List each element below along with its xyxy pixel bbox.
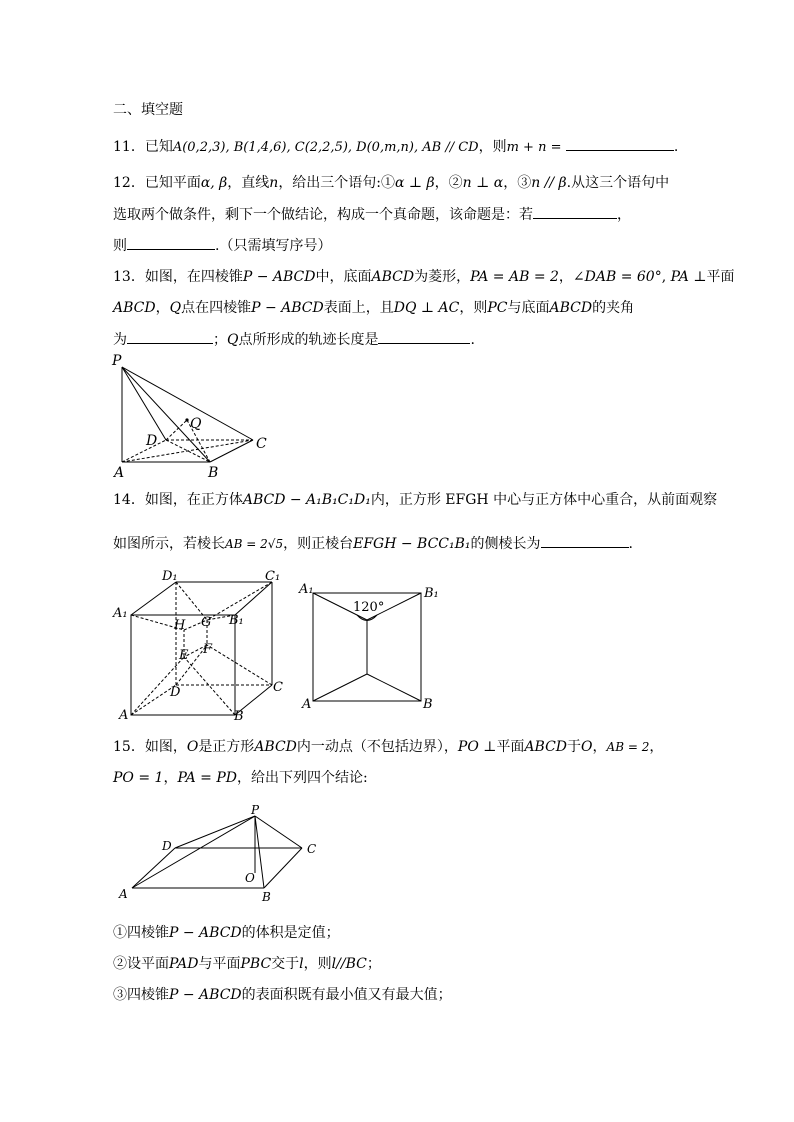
edge-B1C1 <box>235 582 272 615</box>
edge-PB <box>255 816 264 888</box>
label-A: A <box>302 697 312 712</box>
edge-A1D1 <box>131 582 176 615</box>
label-C: C <box>273 680 283 695</box>
label-G: G <box>201 615 212 630</box>
question-13-line-3: 为 ；Q点所形成的轨迹长度是 . <box>113 329 475 350</box>
edge-PD <box>122 367 166 440</box>
label-D1: D₁ <box>162 569 178 584</box>
conclusion-2: ②设平面PAD与平面PBC交于l，则l//BC； <box>113 956 381 972</box>
edge-CF <box>207 645 272 685</box>
point-Q <box>185 418 188 421</box>
edge-PC <box>122 367 253 440</box>
label-B: B <box>208 465 219 481</box>
pyramid-figure-q13 <box>108 352 278 482</box>
question-14-line-1: 14．如图，在正方体ABCD − A₁B₁C₁D₁内，正方形 EFGH 中心与正方体中心重合，从前面观察 <box>113 492 718 508</box>
label-A1: A₁ <box>299 582 314 597</box>
label-B: B <box>262 890 271 904</box>
answer-blank[interactable] <box>533 204 617 219</box>
diagonal-AC <box>122 440 253 462</box>
edge-PC <box>255 816 302 848</box>
label-D: D <box>162 839 172 853</box>
cube-figure-q14 <box>110 565 290 725</box>
label-H: H <box>174 618 186 633</box>
label-Q: Q <box>190 416 202 432</box>
answer-blank[interactable] <box>378 329 470 344</box>
question-13-line-1: 13．如图，在四棱锥P − ABCD中，底面ABCD为菱形，PA = AB = 2，∠DAB = 60°, PA ⊥平面 <box>113 269 735 285</box>
edge-PB <box>122 367 210 462</box>
angle-label: 120° <box>353 600 385 615</box>
label-B: B <box>423 697 433 712</box>
label-O: O <box>245 871 255 885</box>
label-C: C <box>307 842 317 856</box>
conclusion-1: ①四棱锥P − ABCD的体积是定值； <box>113 925 340 941</box>
label-P: P <box>251 803 260 817</box>
label-C: C <box>256 436 267 452</box>
line-A-E <box>313 674 367 701</box>
label-A: A <box>119 708 129 723</box>
edge-PD <box>175 816 255 848</box>
edge-BE <box>184 657 235 715</box>
label-A: A <box>119 887 128 901</box>
label-A: A <box>114 465 125 481</box>
label-D: D <box>170 685 181 700</box>
conclusion-3: ③四棱锥P − ABCD的表面积既有最小值又有最大值； <box>113 987 452 1003</box>
answer-blank[interactable] <box>541 533 629 548</box>
label-P: P <box>112 353 122 369</box>
label-C1: C₁ <box>265 569 281 584</box>
label-A1: A₁ <box>113 606 128 621</box>
question-12-line-2: 选取两个做条件，剩下一个做结论，构成一个真命题，该命题是：若 ， <box>113 204 631 225</box>
edge-AD <box>132 848 175 888</box>
front-view-figure-q14 <box>296 580 446 715</box>
answer-blank[interactable] <box>127 329 213 344</box>
question-13-line-2: ABCD，Q点在四棱锥P − ABCD表面上，且DQ ⊥ AC，则PC与底面ABCD的夹角 <box>113 300 635 316</box>
label-B: B <box>234 709 244 724</box>
segment-DQ <box>166 420 187 440</box>
label-B1: B₁ <box>424 586 439 601</box>
pyramid-figure-q15 <box>112 800 327 905</box>
label-E: E <box>179 648 189 663</box>
question-14-line-2: 如图所示，若棱长AB = 2√5，则正棱台EFGH − BCC₁B₁的侧棱长为 . <box>113 533 633 554</box>
question-11: 11．已知A(0,2,3), B(1,4,6), C(2,2,5), D(0,m,n), AB // CD，则m + n = . <box>113 136 678 158</box>
answer-blank[interactable] <box>127 235 215 250</box>
edge-PA <box>132 816 255 888</box>
edge-BC <box>264 848 302 888</box>
question-12-line-1: 12．已知平面α, β，直线n，给出三个语句:①α ⊥ β，②n ⊥ α，③n // β.从这三个语句中 <box>113 175 670 191</box>
answer-blank[interactable] <box>566 136 674 151</box>
question-12-line-3: 则 .（只需填写序号） <box>113 235 331 256</box>
label-D: D <box>146 433 158 449</box>
label-F: F <box>203 642 213 657</box>
question-15-line-1: 15．如图，O是正方形ABCD内一动点（不包括边界），PO ⊥平面ABCD于O，AB = 2， <box>113 739 664 755</box>
question-15-line-2: PO = 1，PA = PD，给出下列四个结论: <box>113 770 368 786</box>
section-title: 二、填空题 <box>113 102 183 118</box>
label-B1: B₁ <box>229 613 244 628</box>
line-B-E <box>367 674 421 701</box>
